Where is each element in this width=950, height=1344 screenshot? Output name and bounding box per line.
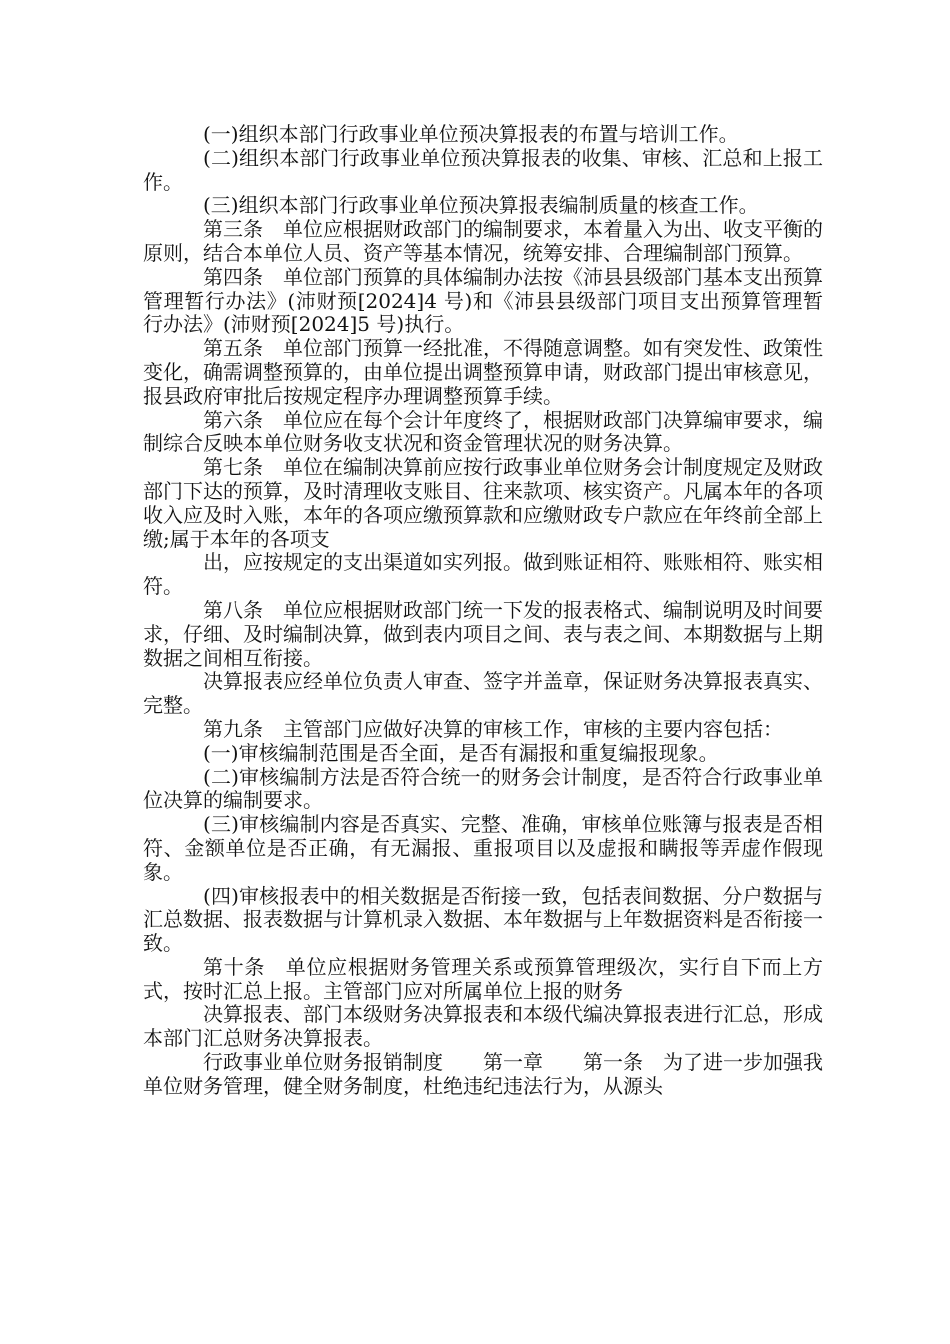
reimbursement-system-intro: 行政事业单位财务报销制度 第一章 第一条 为了进一步加强我单位财务管理，健全财务制度，杜绝违纪违法行为，从源头 — [143, 1050, 823, 1098]
paragraph-1: (一)组织本部门行政事业单位预决算报表的布置与培训工作。 — [203, 122, 739, 146]
article-5: 第五条 单位部门预算一经批准，不得随意调整。如有突发性、政策性变化，确需调整预算的，由单位提出调整预算申请，财政部门提出审核意见，报县政府审批后按规定程序办理调整预算手续。 — [143, 336, 823, 408]
article-9-item-2: (二)审核编制方法是否符合统一的财务会计制度，是否符合行政事业单位决算的编制要求。 — [143, 764, 823, 813]
article-8: 第八条 单位应根据财政部门统一下发的报表格式、编制说明及时间要求，仔细、及时编制决算，做到表内项目之间、表与表之间、本期数据与上期数据之间相互衔接。 — [143, 597, 823, 670]
article-9: 第九条 主管部门应做好决算的审核工作，审核的主要内容包括： — [203, 716, 783, 741]
paragraph-3: (三)组织本部门行政事业单位预决算报表编制质量的核查工作。 — [203, 193, 759, 218]
article-9-item-3: (三)审核编制内容是否真实、完整、准确，审核单位账簿与报表是否相符、金额单位是否正确，有无漏报、重报项目以及虚报和瞒报等弄虚作假现象。 — [143, 812, 823, 884]
article-3: 第三条 单位应根据财政部门的编制要求，本着量入为出、收支平衡的原则，结合本单位人员、资产等基本情况，统筹安排、合理编制部门预算。 — [143, 217, 823, 265]
article-7-continued: 出，应按规定的支出渠道如实列报。做到账证相符、账账相符、账实相符。 — [143, 550, 823, 599]
article-9-item-1: (一)审核编制范围是否全面，是否有漏报和重复编报现象。 — [203, 740, 719, 765]
paragraph-2: (二)组织本部门行政事业单位预决算报表的收集、审核、汇总和上报工作。 — [143, 145, 823, 194]
document-body — [143, 123, 823, 1099]
article-4: 第四条 单位部门预算的具体编制办法按《沛县县级部门基本支出预算管理暂行办法》(沛财预[2024]4 号)和《沛县县级部门项目支出预算管理暂行办法》(沛财预[2024]5 号)执行。 — [143, 264, 823, 337]
article-8-note: 决算报表应经单位负责人审查、签字并盖章，保证财务决算报表真实、完整。 — [143, 669, 823, 718]
article-9-item-4: (四)审核报表中的相关数据是否衔接一致，包括表间数据、分户数据与汇总数据、报表数据与计算机录入数据、本年数据与上年数据资料是否衔接一致。 — [143, 883, 823, 956]
article-7: 第七条 单位在编制决算前应按行政事业单位财务会计制度规定及财政部门下达的预算，及时清理收支账目、往来款项、核实资产。凡属本年的各项收入应及时入账，本年的各项应缴预算款和应缴财政专户款应在年终前全部上缴;属于本年的各项支 — [143, 455, 823, 551]
article-10: 第十条 单位应根据财务管理关系或预算管理级次，实行自下而上方式，按时汇总上报。主管部门应对所属单位上报的财务 — [143, 954, 823, 1003]
article-6: 第六条 单位应在每个会计年度终了，根据财政部门决算编审要求，编制综合反映本单位财务收支状况和资金管理状况的财务决算。 — [143, 407, 823, 456]
article-10-continued: 决算报表、部门本级财务决算报表和本级代编决算报表进行汇总，形成本部门汇总财务决算报表。 — [143, 1002, 823, 1051]
